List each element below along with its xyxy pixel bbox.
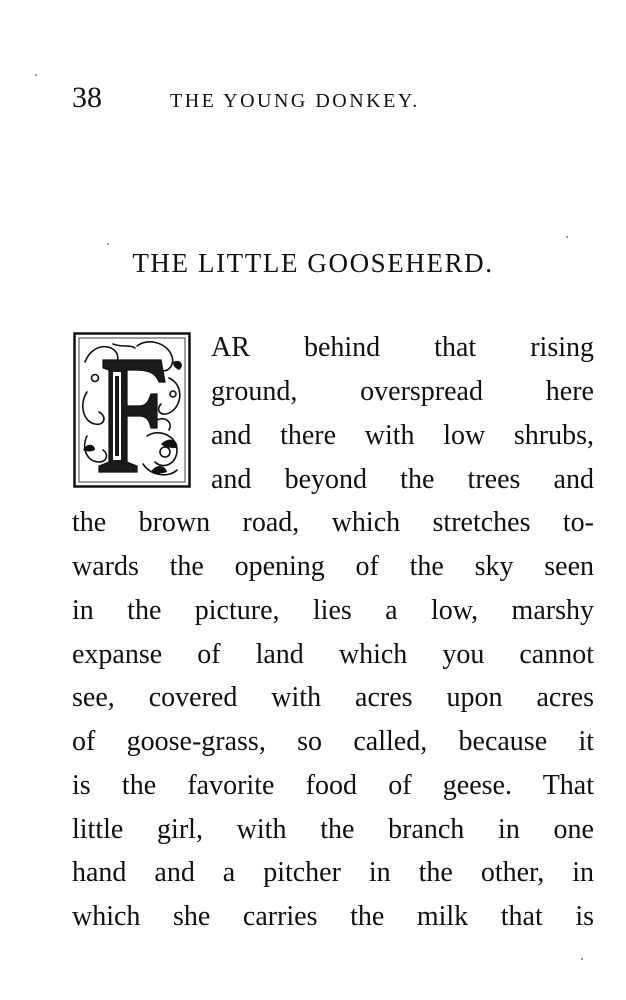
speck — [35, 74, 37, 76]
text-line: which she carries the milk that is — [72, 901, 594, 932]
text-line: is the favorite food of geese. That — [72, 770, 594, 801]
chapter-title: THE LITTLE GOOSEHERD. — [132, 248, 494, 278]
text-line: AR behind that rising — [211, 332, 594, 363]
text-line: and beyond the trees and — [211, 464, 594, 495]
text-line: and there with low shrubs, — [211, 420, 594, 451]
ornamental-drop-cap — [73, 332, 191, 488]
running-title: THE YOUNG DONKEY. — [170, 90, 420, 112]
text-line: of goose-grass, so called, because it — [72, 726, 594, 757]
text-line: little girl, with the branch in one — [72, 814, 594, 845]
drop-cap-ornament-icon — [73, 332, 191, 488]
text-line: wards the opening of the sky seen — [72, 551, 594, 582]
text-line: the brown road, which stretches to- — [72, 507, 594, 538]
text-line: see, covered with acres upon acres — [72, 682, 594, 713]
speck — [581, 958, 583, 960]
text-line: hand and a pitcher in the other, in — [72, 857, 594, 888]
text-line: expanse of land which you cannot — [72, 639, 594, 670]
page-number: 38 — [72, 81, 102, 114]
speck — [566, 236, 568, 238]
text-line: in the picture, lies a low, marshy — [72, 595, 594, 626]
running-head — [72, 80, 492, 120]
speck — [107, 243, 109, 245]
text-line: ground, overspread here — [211, 376, 594, 407]
